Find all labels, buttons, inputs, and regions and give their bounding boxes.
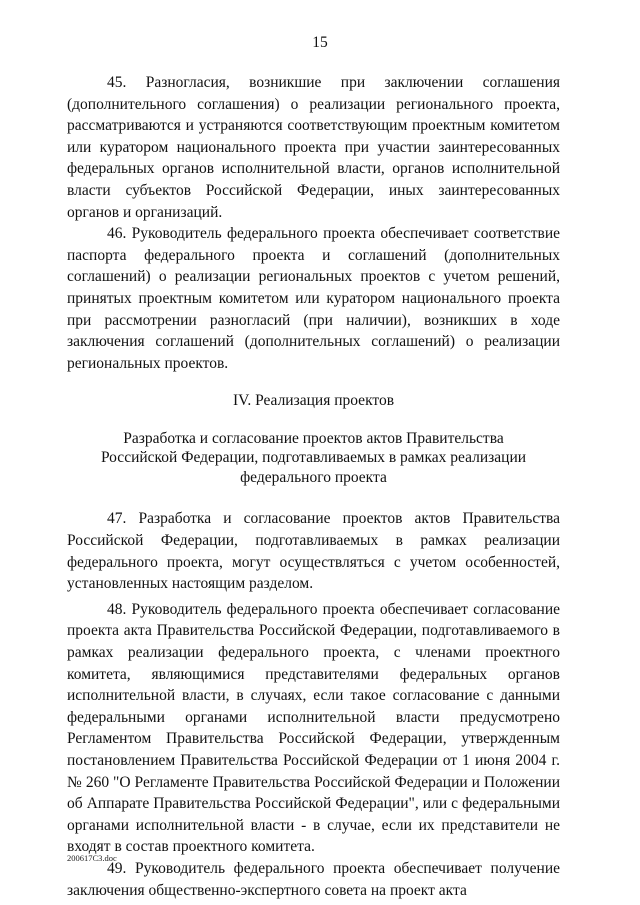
spacer xyxy=(67,487,560,508)
subsection-title-line: Российской Федерации, подготавливаемых в рамках реализации xyxy=(100,449,527,467)
footer-file-name: 200617C3.doc xyxy=(67,853,117,863)
subsection-title-line: Разработка и согласование проектов актов Правительства xyxy=(123,429,504,447)
paragraph-47: 47. Разработка и согласование проектов актов Правительства Российской Федерации, подготавливаемых в рамках реализации федерального проекта, могут осуществляться с учетом особенностей, установленных настоящим разделом. xyxy=(67,510,560,593)
page-number: 15 xyxy=(312,34,328,51)
document-body xyxy=(67,72,560,901)
subsection-title-line: федерального проекта xyxy=(240,468,387,486)
paragraph-46: 46. Руководитель федерального проекта обеспечивает соответствие паспорта федерального проекта и соглашений (дополнительных соглашений) о реализации региональных проектов с учетом решений, принятых проектным комитетом или куратором национального проекта при рассмотрении разногласий (при наличии), возникших в ходе заключения соглашений (дополнительных соглашений) о реализации региональных проектов. xyxy=(67,225,560,372)
subsection-title xyxy=(67,429,560,488)
paragraph-48: 48. Руководитель федерального проекта обеспечивает согласование проекта акта Правительства Российской Федерации, подготавливаемого в рамках реализации федерального проекта, с членами проектного комитета, являющимися представителями федеральных органов исполнительной власти, в случаях, если такое согласование с данными федеральными органами исполнительной власти предусмотрено Регламентом Правительства Российской Федерации, утвержденным постановлением Правительства Российской Федерации от 1 июня 2004 г. № 260 "О Регламенте Правительства Российской Федерации и Положении об Аппарате Правительства Российской Федерации", или с федеральными органами исполнительной власти - в случае, если их представители не входят в состав проектного комитета. xyxy=(67,600,560,856)
paragraph-45: 45. Разногласия, возникшие при заключении соглашения (дополнительного соглашения) о реализации регионального проекта, рассматриваются и устраняются соответствующим проектным комитетом или куратором национального проекта при участии заинтересованных федеральных органов исполнительной власти, органов исполнительной власти субъектов Российской Федерации, иных заинтересованных органов и организаций. xyxy=(67,74,560,221)
section-title: IV. Реализация проектов xyxy=(232,392,395,410)
paragraph-49: 49. Руководитель федерального проекта обеспечивает получение заключения общественно-экспертного совета на проект акта xyxy=(67,859,560,899)
